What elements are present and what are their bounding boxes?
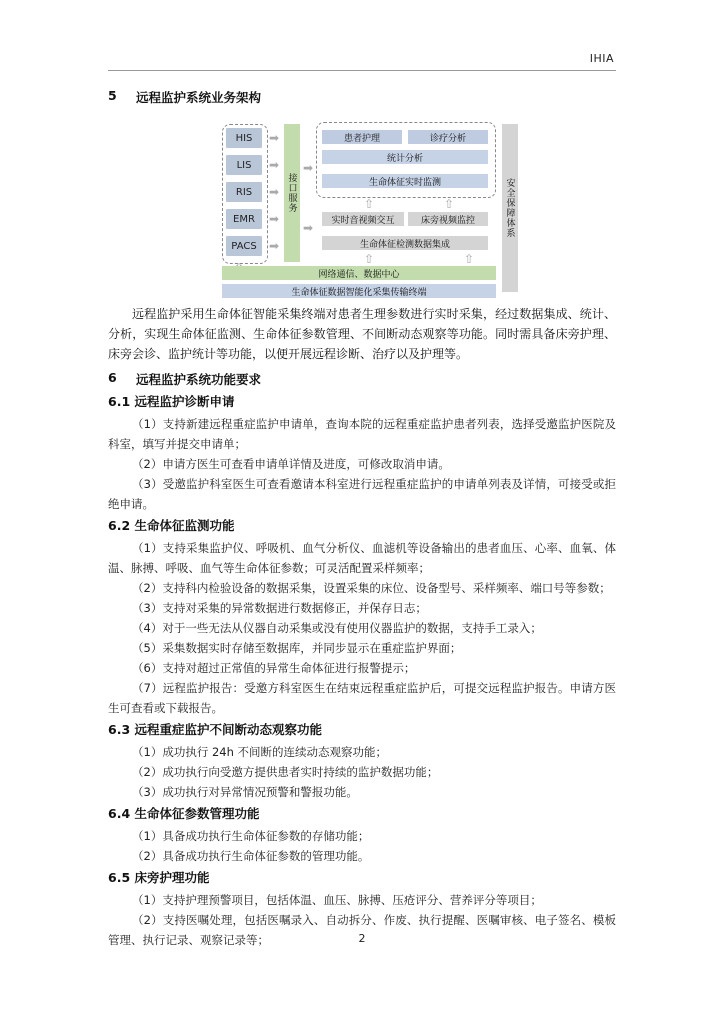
video-interaction-box: 实时音视频交互 bbox=[322, 212, 404, 226]
interface-service: 接口服务 bbox=[284, 124, 300, 262]
list-item: （6）支持对超过正常值的异常生命体征进行报警提示； bbox=[132, 661, 416, 675]
arrow-icon: ➡ bbox=[303, 161, 314, 175]
page-number: 2 bbox=[358, 932, 366, 945]
bedside-video-box: 床旁视频监控 bbox=[408, 212, 488, 226]
list-item: （2）支持科内检验设备的数据采集，设置采集的床位、设备型号、采样频率、端口号等参数； bbox=[132, 581, 611, 595]
header-divider bbox=[108, 70, 616, 71]
arrow-up-icon: ⇧ bbox=[364, 252, 375, 266]
diagnosis-analysis-box: 诊疗分析 bbox=[408, 130, 488, 144]
collection-terminal: 生命体征数据智能化采集传输终端 bbox=[222, 284, 496, 298]
arrow-icon: ➡ bbox=[269, 131, 280, 145]
arrow-icon: ➡ bbox=[269, 158, 280, 172]
list-item: （2）具备成功执行生命体征参数的管理功能。 bbox=[132, 849, 370, 863]
list-item: （1）支持护理预警项目，包括体温、血压、脉搏、压疮评分、营养评分等项目； bbox=[132, 893, 542, 907]
list-item: （2）成功执行向受邀方提供患者实时持续的监护数据功能； bbox=[132, 765, 439, 779]
list-item: （1）成功执行 24h 不间断的连续动态观察功能； bbox=[132, 745, 388, 759]
list-item: （3）支持对采集的异常数据进行数据修正，并保存日志； bbox=[132, 601, 427, 615]
arrow-up-icon: ⇧ bbox=[464, 252, 475, 266]
list-item: （2）申请方医生可查看申请单详情及进度，可修改取消申请。 bbox=[132, 457, 450, 471]
section-number: 5 bbox=[108, 88, 117, 103]
header-org: IHIA bbox=[589, 52, 614, 65]
arrow-icon: ➡ bbox=[269, 212, 280, 226]
system-emr: EMR bbox=[226, 209, 262, 229]
subsection-6-2-title: 6.2 生命体征监测功能 bbox=[108, 518, 235, 533]
section-5-heading bbox=[108, 88, 616, 106]
list-item: （3）成功执行对异常情况预警和警报功能。 bbox=[132, 785, 358, 799]
arrow-icon: ➡ bbox=[269, 239, 280, 253]
statistics-analysis-box: 统计分析 bbox=[322, 150, 488, 164]
list-item: （7）远程监护报告：受邀方科室医生在结束远程重症监护后，可提交远程监护报告。申请方医生可查看或下载报告。 bbox=[108, 681, 616, 715]
section-title: 远程监护系统业务架构 bbox=[136, 90, 262, 105]
patient-care-box: 患者护理 bbox=[322, 130, 402, 144]
section-number: 6 bbox=[108, 370, 117, 385]
section-title: 远程监护系统功能要求 bbox=[136, 372, 262, 387]
subsection-6-4-title: 6.4 生命体征参数管理功能 bbox=[108, 806, 260, 821]
subsection-6-1-title: 6.1 远程监护诊断申请 bbox=[108, 394, 235, 409]
list-item: （1）具备成功执行生命体征参数的存储功能； bbox=[132, 829, 370, 843]
arrow-icon: ➡ bbox=[269, 185, 280, 199]
data-integration-box: 生命体征检测数据集成 bbox=[322, 236, 488, 250]
arrow-up-icon: ⇧ bbox=[364, 197, 375, 211]
system-lis: LIS bbox=[226, 155, 262, 175]
section-5-paragraph: 远程监护采用生命体征智能采集终端对患者生理参数进行实时采集，经过数据集成、统计、分析，实现生命体征监测、生命体征参数管理、不间断动态观察等功能。同时需具备床旁护理、床旁会诊、监护统计等功能，以便开展远程诊断、治疗以及护理等。 bbox=[108, 307, 616, 361]
security-system: 安全保障体系 bbox=[502, 124, 518, 292]
system-his: HIS bbox=[226, 128, 262, 148]
arrow-icon: ➡ bbox=[303, 221, 314, 235]
section-6-heading bbox=[108, 370, 616, 388]
list-item: （5）采集数据实时存储至数据库，并同步显示在重症监护界面； bbox=[132, 641, 462, 655]
realtime-monitoring-box: 生命体征实时监测 bbox=[322, 174, 488, 188]
architecture-diagram bbox=[222, 122, 522, 298]
list-item: （3）受邀监护科室医生可查看邀请本科室进行远程重症监护的申请单列表及详情，可接受或拒绝申请。 bbox=[108, 477, 616, 511]
list-item: （1）支持采集监护仪、呼吸机、血气分析仪、血滤机等设备输出的患者血压、心率、血氧、体温、脉搏、呼吸、血气等生命体征参数；可灵活配置采样频率； bbox=[108, 541, 616, 575]
arrow-up-icon: ⇧ bbox=[444, 197, 455, 211]
network-data-center: 网络通信、数据中心 bbox=[222, 266, 496, 280]
list-item: （4）对于一些无法从仪器自动采集或没有使用仪器监护的数据，支持手工录入； bbox=[132, 621, 542, 635]
list-item: （1）支持新建远程重症监护申请单，查询本院的远程重症监护患者列表，选择受邀监护医院及科室，填写并提交申请单； bbox=[108, 417, 616, 451]
list-item: （2）支持医嘱处理，包括医嘱录入、自动拆分、作废、执行提醒、医嘱审核、电子签名、模板管理、执行记录、观察记录等； bbox=[108, 913, 616, 947]
system-ris: RIS bbox=[226, 182, 262, 202]
document-body bbox=[108, 88, 616, 950]
subsection-6-5-title: 6.5 床旁护理功能 bbox=[108, 870, 210, 885]
system-pacs: PACS bbox=[226, 236, 262, 256]
subsection-6-3-title: 6.3 远程重症监护不间断动态观察功能 bbox=[108, 722, 322, 737]
